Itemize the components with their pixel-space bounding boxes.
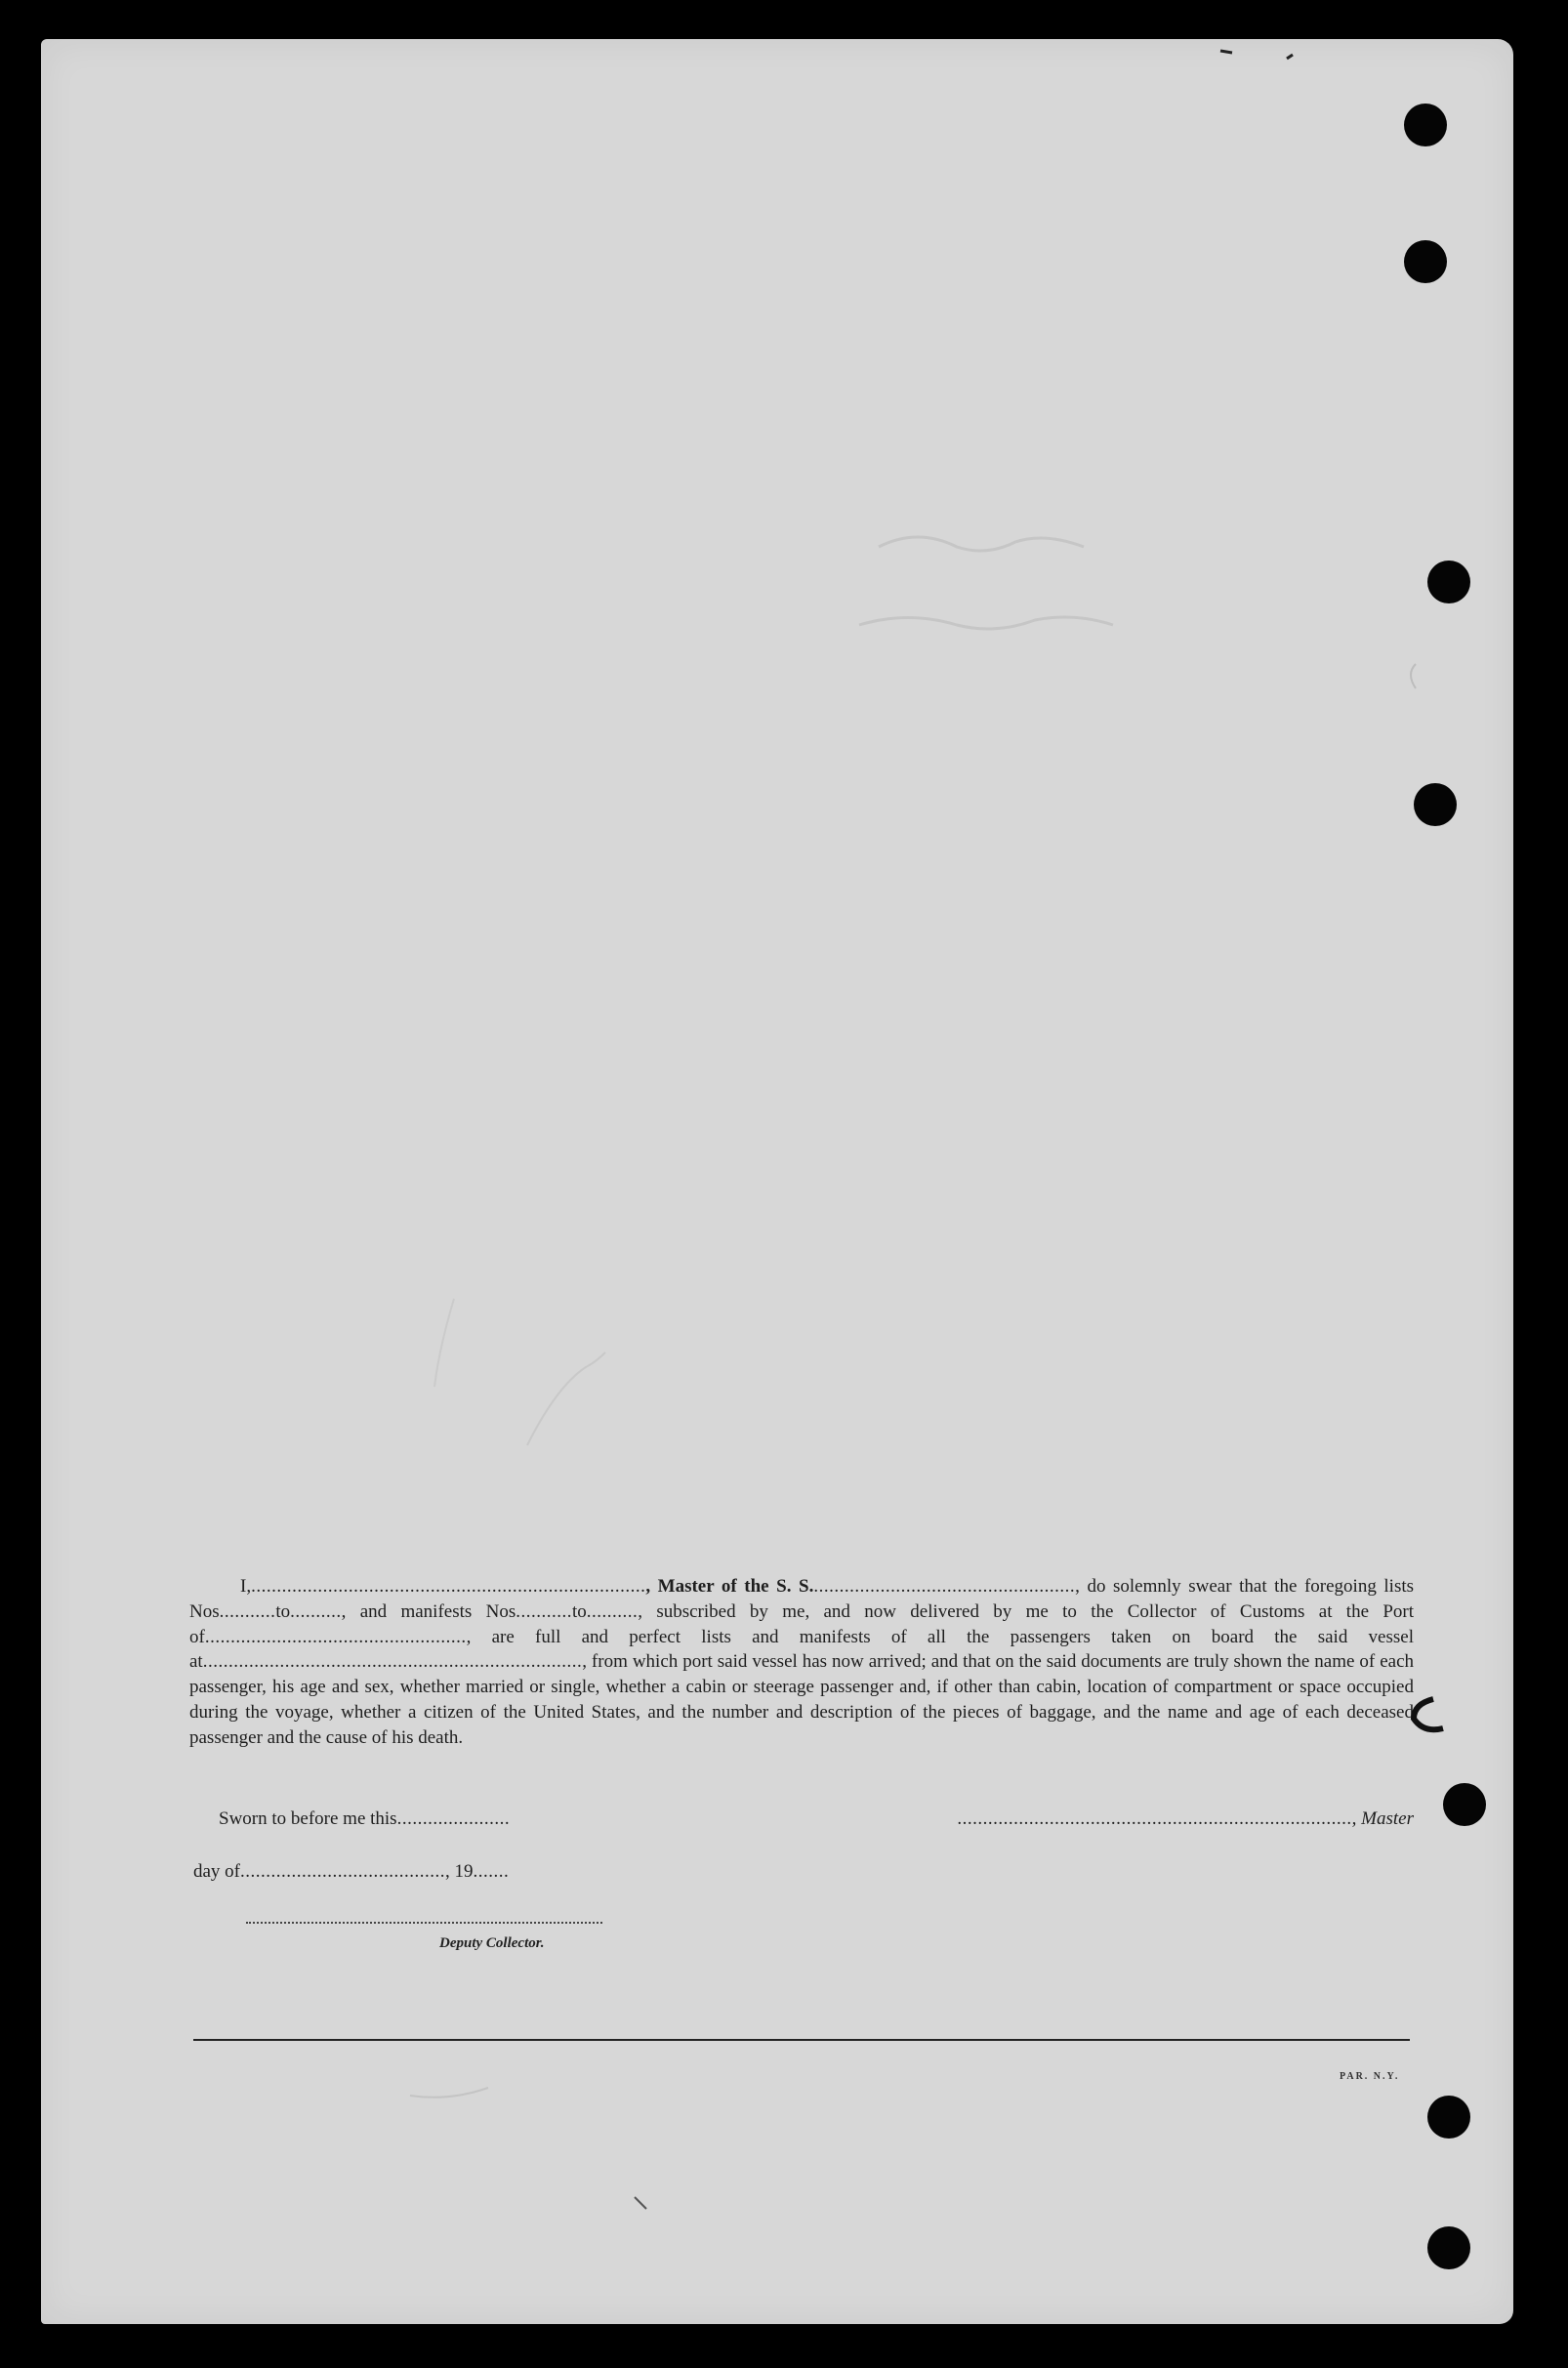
ship-name-field[interactable]: ................................................... bbox=[813, 1576, 1076, 1597]
to-text: to bbox=[275, 1600, 291, 1622]
master-signature-field[interactable]: ............................................................................. bbox=[957, 1808, 1352, 1829]
deputy-collector-label: Deputy Collector. bbox=[439, 1935, 545, 1951]
day-of-label: day of bbox=[193, 1861, 241, 1882]
lists-from-field[interactable]: ........... bbox=[219, 1600, 276, 1622]
year-field[interactable]: ....... bbox=[473, 1861, 510, 1882]
month-field[interactable]: ........................................ bbox=[240, 1861, 446, 1882]
sworn-label: Sworn to before me this bbox=[219, 1808, 397, 1829]
printer-mark: PAR. N.Y. bbox=[1340, 2071, 1400, 2082]
manifests-from-field[interactable]: ........... bbox=[516, 1600, 572, 1622]
origin-port-field[interactable]: .......................................................................... bbox=[202, 1651, 583, 1673]
to-text-2: to bbox=[571, 1600, 587, 1622]
master-name-field[interactable]: ............................................................................. bbox=[251, 1576, 646, 1597]
declaration-i: I, bbox=[240, 1576, 252, 1597]
subscribed-text: , subscribed by me, and now delivered by me to the Collector of Customs at the Port of bbox=[189, 1600, 1414, 1647]
sworn-day-field[interactable]: ...................... bbox=[396, 1808, 511, 1829]
master-signature-label: , Master bbox=[1351, 1808, 1414, 1829]
arrival-statement-text: , from which port said vessel has now arrived; and that on the said documents are truly shown the name of each passenger, his age and sex, whether married or single, whether a cabin or steerage passenger and, if other than cabin, location of compartment or space occupied during the voyage, whether a citizen of the United States, and the number and description of the pieces of baggage, and the name and age of each deceased passenger and the cause of his death. bbox=[189, 1651, 1414, 1748]
lists-text: swear that the foregoing lists Nos bbox=[189, 1576, 1415, 1622]
lists-to-field[interactable]: .......... bbox=[290, 1600, 342, 1622]
full-perfect-text: , are full and perfect lists and manifests of all the passengers taken on board the said vessel at bbox=[189, 1626, 1414, 1673]
solemnly-text: , do solemnly bbox=[1075, 1576, 1181, 1597]
manifests-to-field[interactable]: .......... bbox=[586, 1600, 639, 1622]
master-of-ship-label: , Master of the S. S. bbox=[645, 1576, 814, 1597]
year-prefix: , 19 bbox=[445, 1861, 474, 1882]
manifests-text: , and manifests Nos bbox=[341, 1600, 516, 1622]
port-field[interactable]: ................................................... bbox=[204, 1626, 467, 1647]
